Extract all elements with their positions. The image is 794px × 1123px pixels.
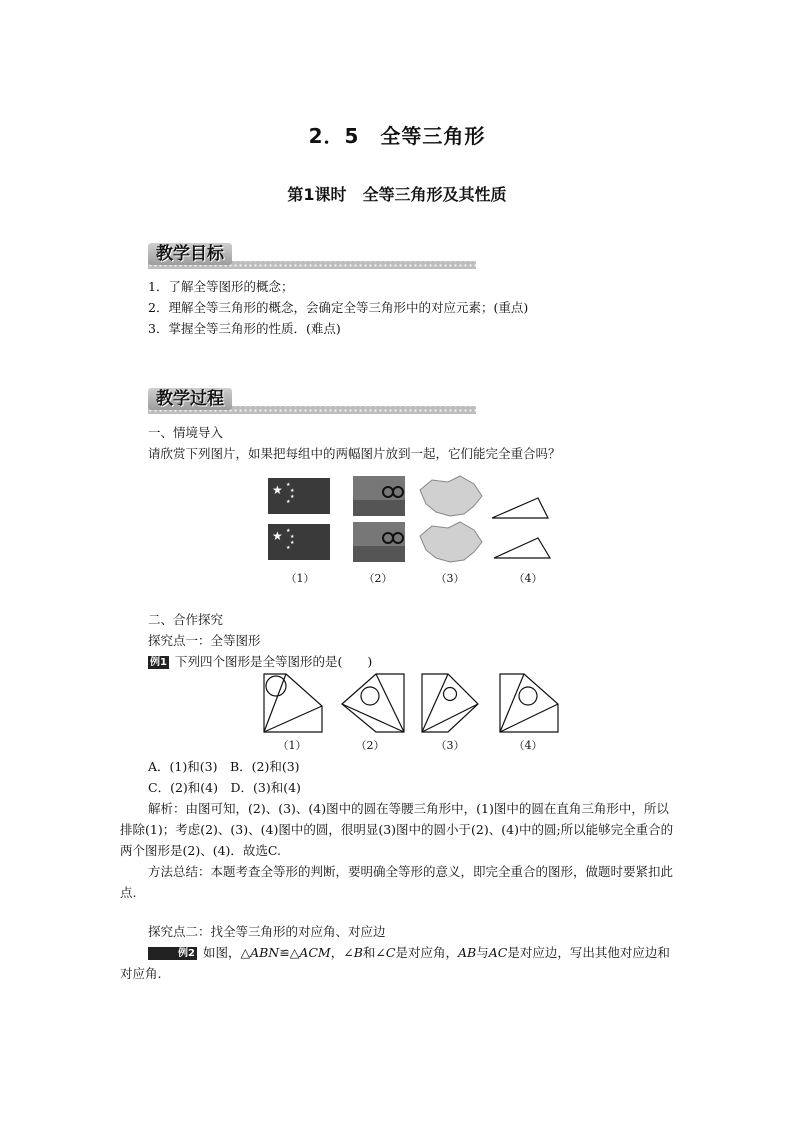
example1-caption-3: （3） (435, 739, 465, 752)
angle-c-label: C (385, 945, 396, 960)
svg-text:★: ★ (290, 534, 295, 540)
goal-item-2: 2．理解全等三角形的概念，会确定全等三角形中的对应元素；(重点) (148, 300, 529, 315)
motorbike-photo-pair (353, 476, 405, 562)
figure1-caption-2: （2） (363, 572, 393, 585)
figure1-caption-4: （4） (513, 572, 543, 585)
triangle-abn-label: ABN (250, 945, 280, 960)
shape-3 (422, 674, 478, 732)
part1-question: 请欣赏下列图片，如果把每组中的两幅图片放到一起，它们能完全重合吗？ (148, 446, 561, 461)
shape-2 (342, 674, 404, 732)
goals-banner-label: 教学目标 (148, 243, 232, 265)
example2-text-d: 和∠ (362, 945, 386, 960)
example1-figure (260, 672, 560, 736)
svg-text:★: ★ (290, 488, 295, 494)
section-title: 2．5 全等三角形 (308, 124, 486, 148)
example2-text-e: 是对应角， (395, 945, 458, 960)
angle-b-label: B (353, 945, 363, 960)
part1-heading: 一、情境导入 (148, 425, 224, 440)
flag-image-pair (268, 478, 330, 560)
example1-caption-4: （4） (513, 739, 543, 752)
example1-options-line1: A．(1)和(3) B．(2)和(3) (148, 759, 300, 774)
example2-text-f: 与 (476, 945, 489, 960)
svg-text:★: ★ (272, 483, 283, 497)
goal-item-3: 3．掌握全等三角形的性质．(难点) (148, 321, 341, 336)
figure1-caption-1: （1） (285, 572, 315, 585)
example1-caption-2: （2） (355, 739, 385, 752)
example2-text-a: 如图，△ (202, 945, 251, 960)
goals-banner (148, 243, 476, 269)
side-ab-label: AB (457, 945, 477, 960)
svg-text:★: ★ (272, 529, 283, 543)
example1-summary: 方法总结：本题考查全等形的判断，要明确全等形的意义，即完全重合的图形，做题时要紧扣此点. (120, 864, 674, 900)
example1-options-line2: C．(2)和(4) D．(3)和(4) (148, 780, 301, 795)
shape-4 (500, 674, 558, 732)
point2-heading: 探究点二：找全等三角形的对应角、对应边 (148, 924, 386, 939)
svg-text:★: ★ (286, 499, 291, 505)
process-banner-label: 教学过程 (148, 388, 232, 410)
lesson-title: 第1课时 全等三角形及其性质 (287, 185, 507, 204)
example1-text: 下列四个图形是全等图形的是( ) (174, 654, 373, 669)
triangle-acm-label: ACM (299, 945, 331, 960)
point1-heading: 探究点一：全等图形 (148, 633, 261, 648)
example2-question (120, 942, 678, 984)
side-ac-label: AC (488, 945, 508, 960)
part2-heading: 二、合作探究 (148, 612, 224, 627)
example1-question (148, 651, 372, 672)
goal-item-1: 1．了解全等图形的概念； (148, 279, 294, 294)
svg-text:★: ★ (286, 482, 291, 488)
example1-analysis: 解析：由图可知，(2)、(3)、(4)图中的圆在等腰三角形中，(1)图中的圆在直角三角形中，所以排除(1)；考虑(2)、(3)、(4)图中的圆，很明显(3)图中的圆小于(2)、(4)中的圆;所以能够完全重合的两个图形是(2)、(4)．故选C. (120, 801, 674, 858)
example2-tag: 例2 (148, 947, 197, 960)
example1-caption-1: （1） (277, 739, 307, 752)
example2-text-b: ≌△ (279, 945, 300, 960)
svg-text:★: ★ (286, 528, 291, 534)
svg-text:★: ★ (286, 545, 291, 551)
china-map-pair (420, 476, 482, 562)
example2-text-c: ，∠ (330, 945, 354, 960)
example1-tag: 例1 (150, 657, 167, 668)
figure1-caption-3: （3） (435, 572, 465, 585)
svg-text:★: ★ (290, 540, 295, 546)
shape-1 (264, 674, 322, 732)
svg-text:★: ★ (290, 494, 295, 500)
example2-text-g: 是对应边，写出其他对应边和对应角. (120, 945, 670, 981)
process-banner (148, 388, 476, 414)
triangle-pair (492, 498, 550, 558)
